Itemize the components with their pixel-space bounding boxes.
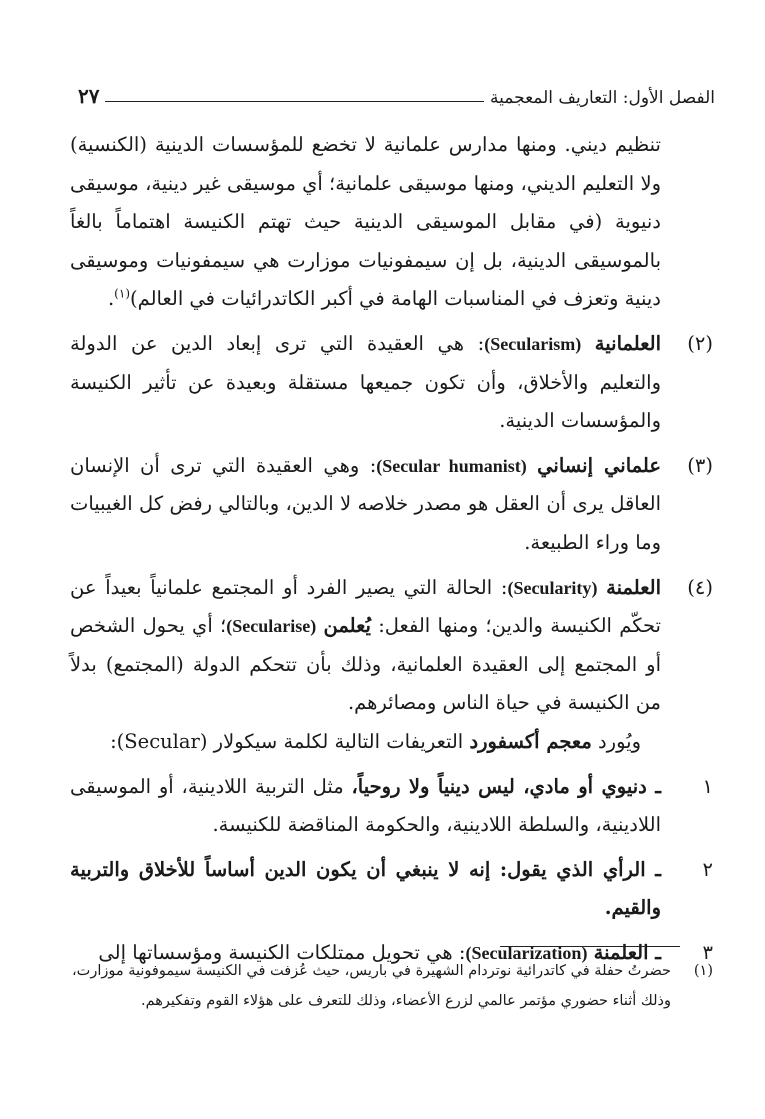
intro-end: . [107,287,115,311]
term-latin: (Secular humanist) [376,455,527,476]
item-text [70,325,661,441]
term-latin: (Secularism) [484,333,582,354]
definition-item-4 [70,569,713,723]
def-rest: مثل التربية اللادينية، أو الموسيقى اللادينية، والسلطة اللادينية، والحكومة المناقضة للكنيسة. [70,774,661,837]
definition: : وهي العقيدة التي ترى أن الإنسان العاقل يرى أن العقل هو مصدر خلاصه لا الدين، وبالتالي رفض كل الغيبيات وما وراء الطبيعة. [70,453,661,554]
item-number: (٣) [687,453,713,477]
intro-text: تنظيم ديني. ومنها مدارس علمانية لا تخضع للمؤسسات الدينية (الكنسية) ولا التعليم الديني، ومنها موسيقى علمانية؛ أي موسيقى غير دينية، موسيقى دنيوية (في مقابل الموسيقى الدينية حيث تهتم الكنيسة اهتماماً بالغاً بالموسيقى الدينية، بل إن سيمفونيات موزارت هي سيمفونيات وموسيقى دينية وتعزف في المناسبات الهامة في أكبر الكاتدرائيات في العالم) [70,133,661,311]
item-number: (٤) [687,575,713,599]
header-rule [105,101,484,102]
def-number: ٢ [702,857,713,881]
def-number: ١ [702,774,713,798]
oxford-definition-2 [70,851,713,928]
def-text [70,851,661,928]
item-text [70,447,661,563]
definition-item-2 [70,325,713,441]
definition: : هي العقيدة التي ترى إبعاد الدين عن الدولة والتعليم والأخلاق، وأن تكون جميعها مستقلة وبعيدة عن تأثير الكنيسة والمؤسسات الدينية. [70,331,661,433]
main-text [70,126,713,972]
definition-a: : الحالة التي يصير الفرد أو المجتمع علمانياً بعيداً عن تحكّم الكنيسة والدين؛ ومنها الفعل: [70,575,661,638]
footnote-text: حضرتُ حفلة في كاتدرائية نوتردام الشهيرة في باريس، حيث عُزفت في الكنيسة سيموفونية موزارت، وذلك أثناء حضوري مؤتمر عالمي لزرع الأعضاء، وذلك للتعرف على هؤلاء القوم وتفكيرهم. [72,963,671,1009]
oxford-pre: ويُورد [591,729,641,753]
term: العلمنة [606,575,661,599]
footnote-reference[interactable]: (١) [114,286,130,301]
footnote-separator [500,946,680,947]
def-bold: ـ الرأي الذي يقول: إنه لا ينبغي أن يكون الدين أساساً للأخلاق والتربية والقيم. [70,857,661,920]
footnote-number: (١) [693,963,713,979]
item-number: (٢) [687,331,713,355]
term: علماني إنساني [537,453,661,477]
intro-paragraph [70,126,713,319]
oxford-definition-1 [70,768,713,845]
def-bold: ـ دنيوي أو مادي، ليس دينياً ولا روحياً، [351,774,661,798]
verb: يُعلمن [323,614,371,638]
oxford-dictionary: معجم أكسفورد [469,729,592,753]
definition-item-3 [70,447,713,563]
footnote [72,956,713,1016]
footnote-item [72,956,713,1016]
term: ـ العلمنة [593,940,661,964]
def-rest: : هي تحويل ممتلكات الكنيسة ومؤسساتها إلى [98,940,466,964]
def-text [70,768,661,845]
term: العلمانية [594,331,661,355]
verb-latin: (Secularise) [226,616,317,637]
running-header [78,74,715,108]
term-latin: (Secularization) [465,942,588,963]
chapter-title: الفصل الأول: التعاريف المعجمية [490,88,715,108]
oxford-intro [70,723,713,762]
item-text [70,569,661,723]
page-number: ٢٧ [78,84,100,108]
definition-b: ؛ أي يحول الشخص أو المجتمع إلى العقيدة العلمانية، وذلك بأن تتحكم الدولة (المجتمع) بدلاً من الكنيسة في حياة الناس ومصائرهم. [70,614,661,715]
oxford-post: التعريفات التالية لكلمة سيكولار (Secular): [110,729,470,753]
def-number: ٣ [702,940,713,964]
term-latin: (Secularity) [507,577,598,598]
